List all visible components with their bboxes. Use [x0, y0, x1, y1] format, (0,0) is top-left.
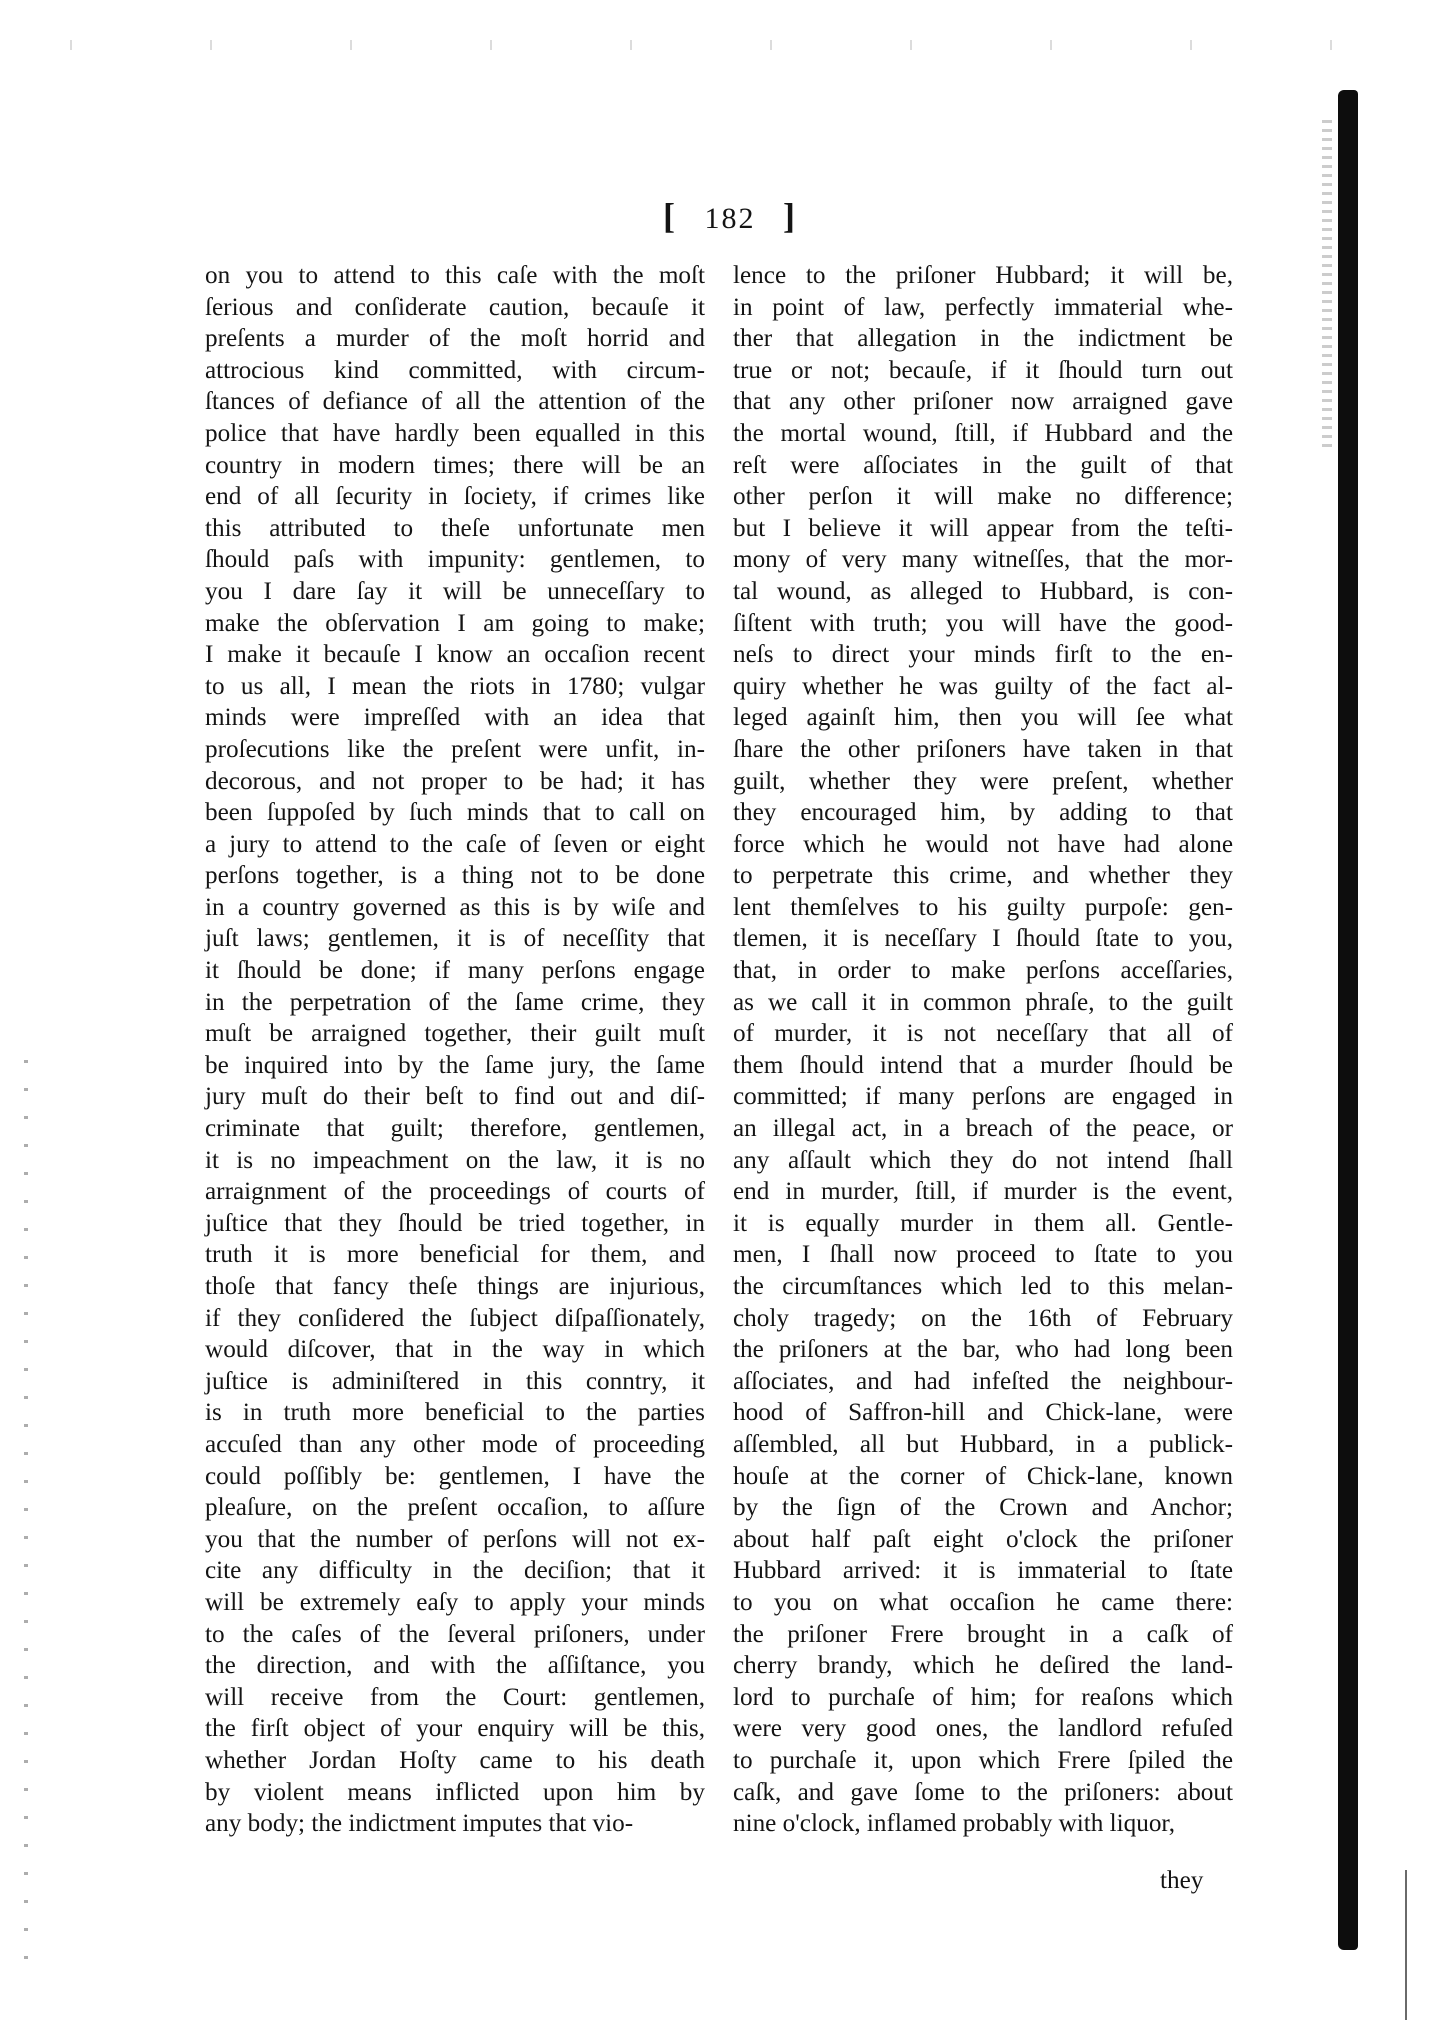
top-margin-specks: [0, 40, 1448, 50]
text-line: in a country governed as this is by wiſe and: [205, 893, 705, 921]
text-line: cherry brandy, which he deſired the land-: [733, 1652, 1233, 1680]
text-line: to perpetrate this crime, and whether they: [733, 862, 1233, 890]
text-line: about half paſt eight o'clock the priſoner: [733, 1525, 1233, 1553]
text-line: will be extremely eaſy to apply your minds: [205, 1588, 705, 1616]
text-line: by the ſign of the Crown and Anchor;: [733, 1494, 1233, 1522]
text-line: to purchaſe it, upon which Frere ſpiled the: [733, 1746, 1233, 1774]
text-line: leged againſt him, then you will ſee what: [733, 704, 1233, 732]
text-line: as we call it in common phraſe, to the guilt: [733, 988, 1233, 1016]
text-line: preſents a murder of the moſt horrid and: [205, 325, 705, 353]
text-line: guilt, whether they were preſent, whether: [733, 767, 1233, 795]
text-line: in point of law, perfectly immaterial whe-: [733, 293, 1233, 321]
text-line: aſſembled, all but Hubbard, in a publick-: [733, 1430, 1233, 1458]
text-line: make the obſervation I am going to make;: [205, 609, 705, 637]
text-line: muſt be arraigned together, their guilt muſt: [205, 1020, 705, 1048]
text-line: been ſuppoſed by ſuch minds that to call on: [205, 799, 705, 827]
text-line: a jury to attend to the caſe of ſeven or eight: [205, 830, 705, 858]
text-line: ther that allegation in the indictment be: [733, 325, 1233, 353]
text-line: the firſt object of your enquiry will be this,: [205, 1715, 705, 1743]
text-line: lence to the priſoner Hubbard; it will be,: [733, 262, 1233, 289]
text-line: ſhould paſs with impunity: gentlemen, to: [205, 546, 705, 574]
text-line: minds were impreſſed with an idea that: [205, 704, 705, 732]
text-line: but I believe it will appear from the teſti-: [733, 514, 1233, 542]
text-line: were very good ones, the landlord refuſed: [733, 1715, 1233, 1743]
text-line: choly tragedy; on the 16th of February: [733, 1304, 1233, 1332]
text-line: decorous, and not proper to be had; it has: [205, 767, 705, 795]
text-line: thoſe that fancy theſe things are injurious,: [205, 1273, 705, 1300]
right-column: [733, 260, 1233, 1840]
text-line: committed; if many perſons are engaged in: [733, 1083, 1233, 1111]
text-line: ſhare the other priſoners have taken in that: [733, 735, 1233, 763]
text-line: would diſcover, that in the way in which: [205, 1336, 705, 1364]
binding-shadow: [1322, 120, 1332, 450]
text-line: lord to purchaſe of him; for reaſons which: [733, 1683, 1233, 1711]
text-line: any body; the indictment imputes that vio-: [205, 1810, 634, 1838]
text-line: tlemen, it is neceſſary I ſhould ſtate to you,: [733, 925, 1233, 953]
text-line: it is equally murder in them all. Gentle-: [733, 1209, 1233, 1237]
text-line: reſt were aſſociates in the guilt of that: [733, 451, 1233, 479]
text-line: caſk, and gave ſome to the priſoners: about: [733, 1778, 1233, 1806]
text-line: force which he would not have had alone: [733, 830, 1233, 858]
text-line: police that have hardly been equalled in this: [205, 419, 705, 447]
text-line: jury muſt do their beſt to find out and diſ-: [205, 1083, 705, 1111]
text-line: neſs to direct your minds firſt to the en-: [733, 641, 1233, 669]
text-line: hood of Saffron-hill and Chick-lane, were: [733, 1399, 1233, 1427]
text-line: will receive from the Court: gentlemen,: [205, 1683, 705, 1711]
text-line: of murder, it is not neceſſary that all of: [733, 1020, 1233, 1048]
text-line: cite any difficulty in the deciſion; that it: [205, 1557, 705, 1585]
text-line: true or not; becauſe, if it ſhould turn out: [733, 356, 1233, 384]
text-line: that any other priſoner now arraigned gave: [733, 388, 1233, 416]
text-line: the priſoners at the bar, who had long been: [733, 1336, 1233, 1364]
text-line: it is no impeachment on the law, it is no: [205, 1146, 705, 1174]
text-line: ſtances of defiance of all the attention of the: [205, 388, 705, 416]
text-line: perſons together, is a thing not to be done: [205, 862, 705, 890]
text-line: you I dare ſay it will be unneceſſary to: [205, 577, 705, 605]
text-line: country in modern times; there will be an: [205, 451, 705, 479]
text-line: juſtice that they ſhould be tried together, in: [205, 1209, 705, 1237]
text-line: arraignment of the proceedings of courts of: [205, 1178, 705, 1206]
text-line: proſecutions like the preſent were unfit, in-: [205, 735, 705, 763]
text-line: the priſoner Frere brought in a caſk of: [733, 1620, 1233, 1648]
text-line: criminate that guilt; therefore, gentlemen,: [205, 1115, 705, 1143]
text-line: the circumſtances which led to this melan-: [733, 1273, 1233, 1300]
text-line: you that the number of perſons will not ex-: [205, 1525, 705, 1553]
text-line: them ſhould intend that a murder ſhould be: [733, 1051, 1233, 1079]
text-line: men, I ſhall now proceed to ſtate to you: [733, 1241, 1233, 1269]
text-line: by violent means inflicted upon him by: [205, 1778, 705, 1806]
text-line: on you to attend to this caſe with the moſt: [205, 262, 705, 289]
text-line: this attributed to theſe unfortunate men: [205, 514, 705, 542]
text-line: end of all ſecurity in ſociety, if crimes like: [205, 483, 705, 511]
text-line: it ſhould be done; if many perſons engage: [205, 957, 705, 985]
text-line: Hubbard arrived: it is immaterial to ſtate: [733, 1557, 1233, 1585]
text-line: juſtice is adminiſtered in this conntry, it: [205, 1367, 705, 1395]
text-line: mony of very many witneſſes, that the mor-: [733, 546, 1233, 574]
text-line: any aſſault which they do not intend ſhall: [733, 1146, 1233, 1174]
text-line: to us all, I mean the riots in 1780; vulgar: [205, 672, 705, 700]
text-line: to you on what occaſion he came there:: [733, 1588, 1233, 1616]
text-line: ſiſtent with truth; you will have the good-: [733, 609, 1233, 637]
text-line: could poſſibly be: gentlemen, I have the: [205, 1462, 705, 1490]
text-line: to the caſes of the ſeveral priſoners, under: [205, 1620, 705, 1648]
text-line: if they conſidered the ſubject diſpaſſionately,: [205, 1304, 705, 1332]
text-line: that, in order to make perſons acceſſaries,: [733, 957, 1233, 985]
text-line: accuſed than any other mode of proceeding: [205, 1430, 705, 1458]
text-line: nine o'clock, inflamed probably with liquor,: [733, 1810, 1176, 1838]
page-number-bracket-open: [: [663, 196, 677, 236]
page-number-bracket-close: ]: [783, 196, 797, 236]
binding-edge: [1338, 90, 1358, 1950]
text-line: other perſon it will make no difference;: [733, 483, 1233, 511]
catchword: they: [1160, 1867, 1204, 1894]
page-number: 182: [704, 202, 756, 235]
text-line: the direction, and with the aſſiſtance, you: [205, 1652, 705, 1680]
text-line: aſſociates, and had infeſted the neighbour-: [733, 1367, 1233, 1395]
left-column: [205, 260, 705, 1840]
text-line: the mortal wound, ſtill, if Hubbard and the: [733, 419, 1233, 447]
text-line: in the perpetration of the ſame crime, they: [205, 988, 705, 1016]
text-line: end in murder, ſtill, if murder is the event,: [733, 1178, 1233, 1206]
text-line: I make it becauſe I know an occaſion recent: [205, 641, 705, 669]
text-line: lent themſelves to his guilty purpoſe: gen-: [733, 893, 1233, 921]
text-line: ſerious and conſiderate caution, becauſe it: [205, 293, 705, 321]
text-line: attrocious kind committed, with circum-: [205, 356, 705, 384]
left-margin-specks: [24, 1060, 28, 1960]
text-line: pleaſure, on the preſent occaſion, to aſſure: [205, 1494, 705, 1522]
text-line: tal wound, as alleged to Hubbard, is con-: [733, 577, 1233, 605]
text-line: truth it is more beneficial for them, and: [205, 1241, 705, 1269]
text-line: whether Jordan Hoſty came to his death: [205, 1746, 705, 1774]
right-margin-rule: [1405, 1870, 1407, 2020]
text-line: be inquired into by the ſame jury, the ſame: [205, 1051, 705, 1079]
text-line: is in truth more beneficial to the parties: [205, 1399, 705, 1427]
page-number-header: [600, 195, 860, 237]
text-line: an illegal act, in a breach of the peace, or: [733, 1115, 1233, 1143]
text-line: quiry whether he was guilty of the fact al-: [733, 672, 1233, 700]
text-line: they encouraged him, by adding to that: [733, 799, 1233, 827]
text-line: juſt laws; gentlemen, it is of neceſſity that: [205, 925, 705, 953]
text-line: houſe at the corner of Chick-lane, known: [733, 1462, 1233, 1490]
